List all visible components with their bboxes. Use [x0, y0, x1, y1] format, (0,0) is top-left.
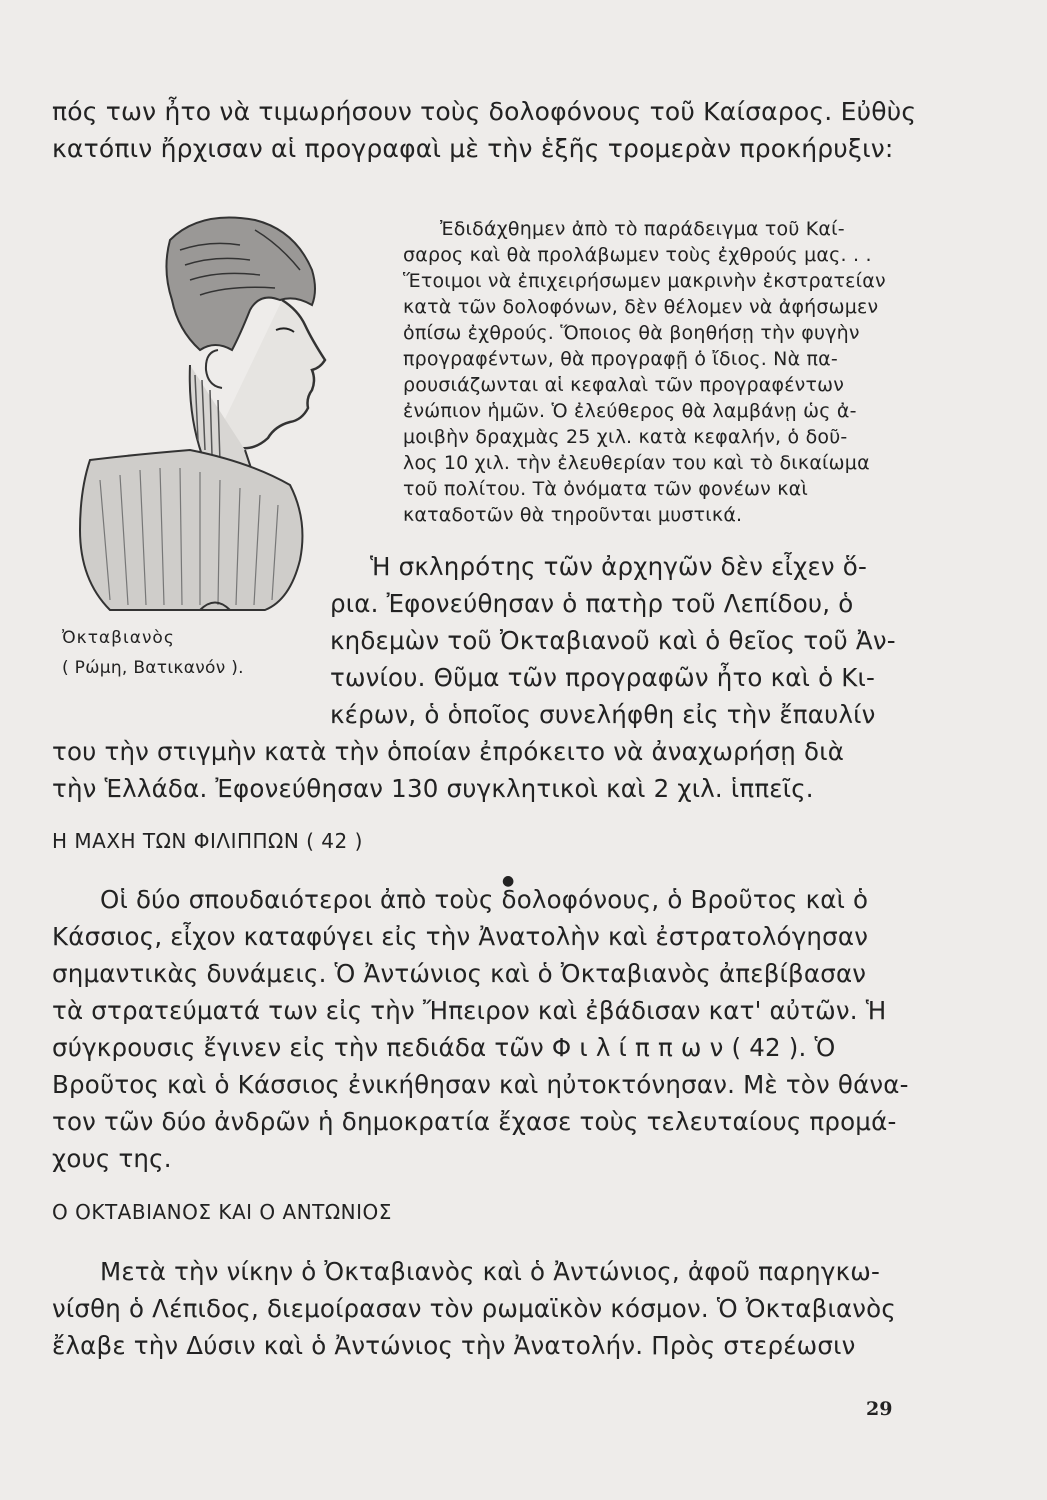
- philippi-line: τον τῶν δύο ἀνδρῶν ἡ δημοκρατία ἔχασε τοὺς τελευταίους προμά-: [52, 1107, 897, 1136]
- figure-caption-location: ( Ρώμη, Βατικανόν ).: [62, 658, 244, 678]
- proclamation-line: καταδοτῶν θὰ τηροῦνται μυστικά.: [403, 504, 743, 526]
- proclamation-line: προγραφέντων, θὰ προγραφῇ ὁ ἴδιος. Νὰ πα-: [403, 348, 838, 370]
- section-heading-octavian: Ο ΟΚΤΑΒΙΑΝΟΣ ΚΑΙ Ο ΑΝΤΩΝΙΟΣ: [52, 1200, 392, 1224]
- octavian-bust-image: [50, 200, 350, 620]
- philippi-line: σύγκρουσις ἔγινεν εἰς τὴν πεδιάδα τῶν Φ ι λ ί π π ω ν ( 42 ). Ὁ: [52, 1033, 836, 1062]
- octavian-line: νίσθη ὁ Λέπιδος, διεμοίρασαν τὸν ρωμαϊκὸν κόσμον. Ὁ Ὀκταβιανὸς: [52, 1294, 896, 1323]
- proclamation-line: κατὰ τῶν δολοφόνων, δὲν θέλομεν νὰ ἀφήσωμεν: [403, 296, 879, 318]
- proclamation-line: Ἐδιδάχθημεν ἀπὸ τὸ παράδειγμα τοῦ Καί-: [440, 218, 845, 240]
- proclamation-line: τοῦ πολίτου. Τὰ ὀνόματα τῶν φονέων καὶ: [403, 478, 808, 500]
- intro-line: κατόπιν ἤρχισαν αἱ προγραφαὶ μὲ τὴν ἑξῆς τρομερὰν προκήρυξιν:: [52, 134, 894, 163]
- octavian-line: Μετὰ τὴν νίκην ὁ Ὀκταβιανὸς καὶ ὁ Ἀντώνιος, ἀφοῦ παρηγκω-: [100, 1257, 880, 1286]
- section-heading-philippi: Η ΜΑΧΗ ΤΩΝ ΦΙΛΙΠΠΩΝ ( 42 ): [52, 829, 363, 853]
- philippi-line: σημαντικὰς δυνάμεις. Ὁ Ἀντώνιος καὶ ὁ Ὀκταβιανὸς ἀπεβίβασαν: [52, 959, 867, 988]
- proclamation-line: μοιβὴν δραχμὰς 25 χιλ. κατὰ κεφαλήν, ὁ δοῦ-: [403, 426, 848, 448]
- proclamation-line: ὀπίσω ἐχθρούς. Ὅποιος θὰ βοηθήσῃ τὴν φυγὴν: [403, 322, 860, 344]
- harshness-line: κέρων, ὁ ὁποῖος συνελήφθη εἰς τὴν ἔπαυλίν: [330, 700, 876, 729]
- proclamation-line: λος 10 χιλ. τὴν ἐλευθερίαν του καὶ τὸ δικαίωμα: [403, 452, 870, 474]
- figure-caption-name: Ὀκταβιανὸς: [62, 628, 175, 648]
- philippi-line: Βροῦτος καὶ ὁ Κάσσιος ἐνικήθησαν καὶ ηὐτοκτόνησαν. Μὲ τὸν θάνα-: [52, 1070, 909, 1099]
- harshness-line: κηδεμὼν τοῦ Ὀκταβιανοῦ καὶ ὁ θεῖος τοῦ Ἀν-: [330, 626, 896, 655]
- proclamation-line: σαρος καὶ θὰ προλάβωμεν τοὺς ἐχθρούς μας. . .: [403, 244, 872, 266]
- proclamation-line: ἐνώπιον ἡμῶν. Ὁ ἐλεύθερος θὰ λαμβάνῃ ὡς ἀ-: [403, 400, 857, 422]
- harshness-line: τὴν Ἑλλάδα. Ἐφονεύθησαν 130 συγκλητικοὶ καὶ 2 χιλ. ἱππεῖς.: [52, 774, 814, 803]
- intro-line: πός των ἦτο νὰ τιμωρήσουν τοὺς δολοφόνους τοῦ Καίσαρος. Εὐθὺς: [52, 97, 917, 126]
- philippi-line: χους της.: [52, 1144, 172, 1173]
- harshness-line: τωνίου. Θῦμα τῶν προγραφῶν ἦτο καὶ ὁ Κι-: [330, 663, 876, 692]
- philippi-line: Οἱ δύο σπουδαιότεροι ἀπὸ τοὺς δολοφόνους, ὁ Βροῦτος καὶ ὁ: [100, 885, 869, 914]
- philippi-line: Κάσσιος, εἶχον καταφύγει εἰς τὴν Ἀνατολὴν καὶ ἐστρατολόγησαν: [52, 922, 869, 951]
- harshness-line: του τὴν στιγμὴν κατὰ τὴν ὁποίαν ἐπρόκειτο νὰ ἀναχωρήσῃ διὰ: [52, 737, 845, 766]
- philippi-line: τὰ στρατεύματά των εἰς τὴν Ἤπειρον καὶ ἐβάδισαν κατ' αὐτῶν. Ἡ: [52, 996, 887, 1025]
- octavian-line: ἔλαβε τὴν Δύσιν καὶ ὁ Ἀντώνιος τὴν Ἀνατολήν. Πρὸς στερέωσιν: [52, 1331, 856, 1360]
- proclamation-line: Ἕτοιμοι νὰ ἐπιχειρήσωμεν μακρινὴν ἐκστρατείαν: [403, 270, 886, 292]
- ink-dot: ●: [502, 873, 515, 889]
- harshness-line: Ἡ σκληρότης τῶν ἀρχηγῶν δὲν εἶχεν ὅ-: [370, 552, 867, 581]
- page-number: 29: [866, 1398, 893, 1420]
- harshness-line: ρια. Ἐφονεύθησαν ὁ πατὴρ τοῦ Λεπίδου, ὁ: [330, 589, 854, 618]
- proclamation-line: ρουσιάζωνται αἱ κεφαλαὶ τῶν προγραφέντων: [403, 374, 845, 396]
